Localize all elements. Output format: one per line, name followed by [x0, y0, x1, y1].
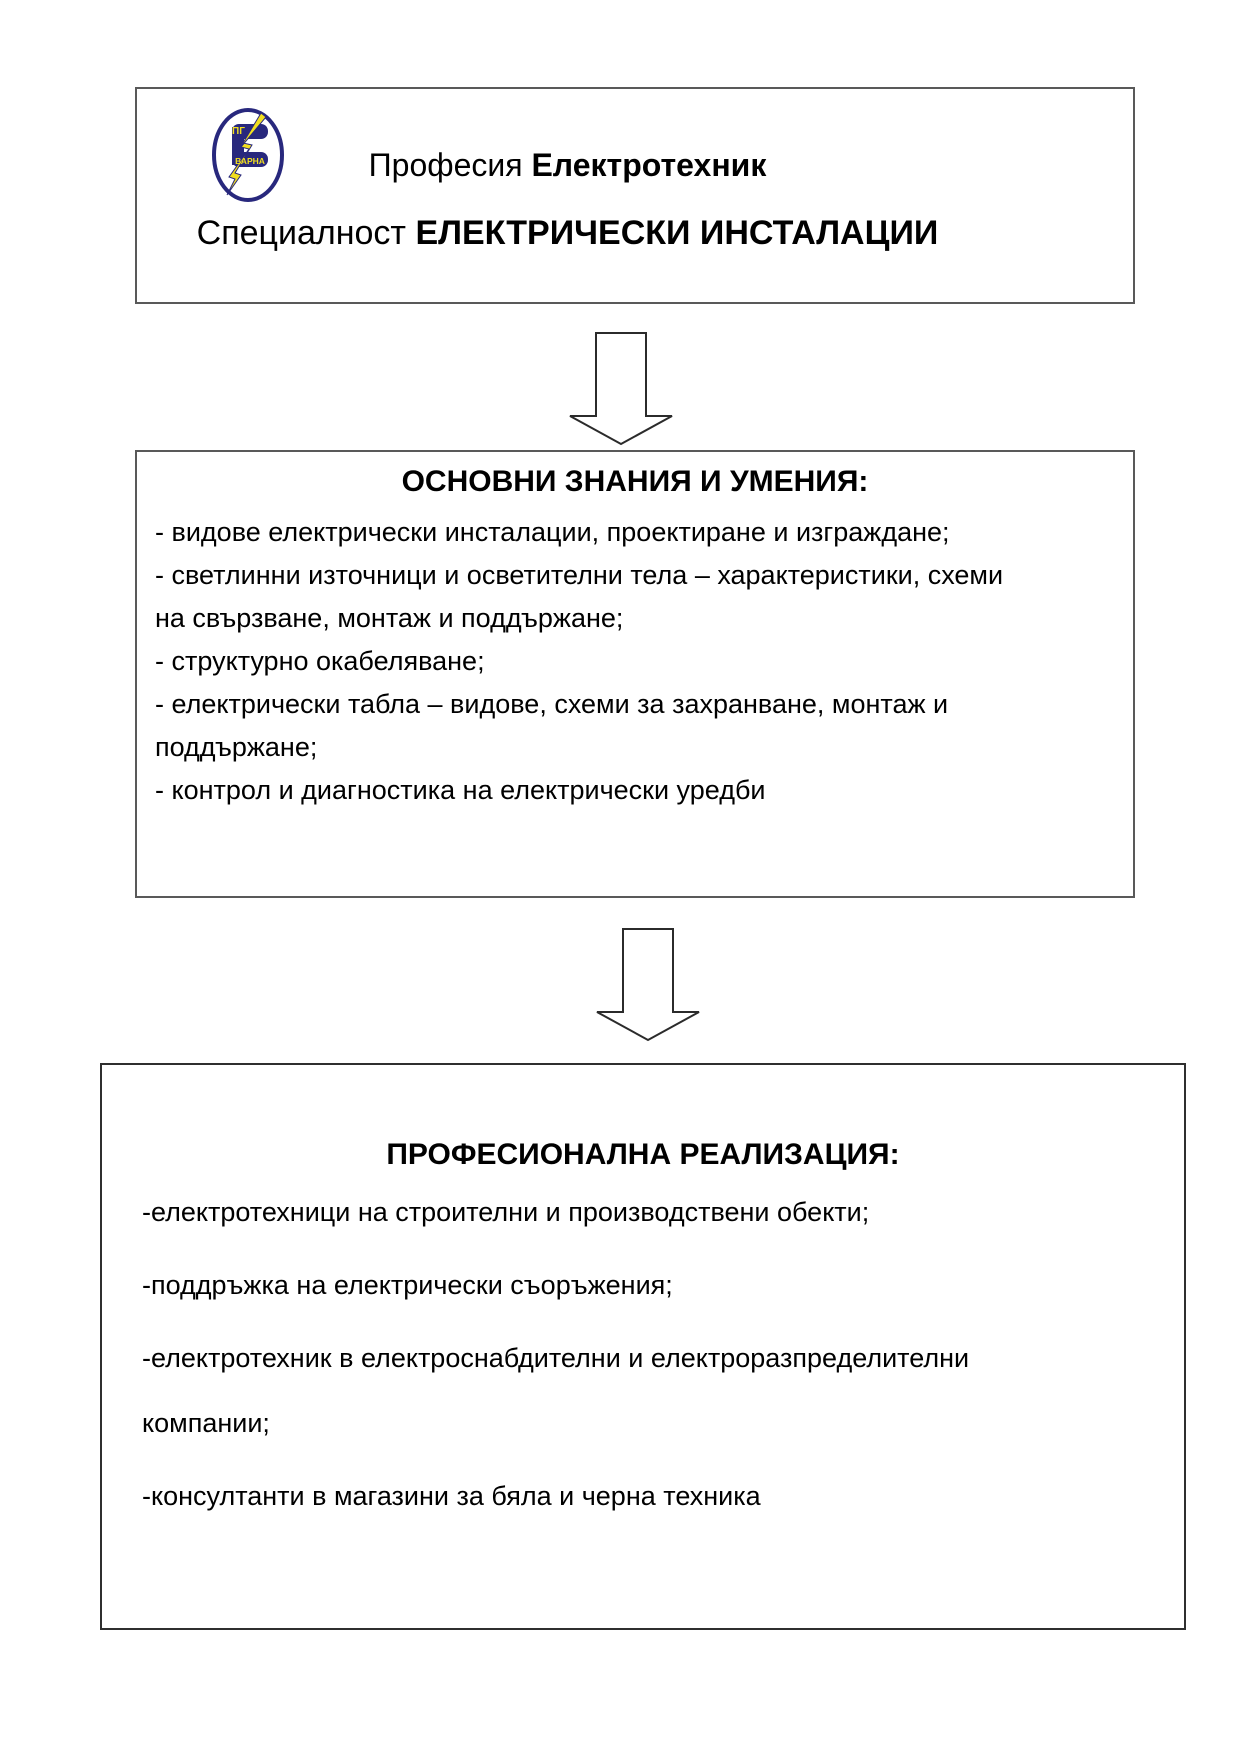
career-line: -електротехници на строителни и производствени обекти;: [142, 1197, 870, 1227]
skill-line: поддържане;: [155, 732, 318, 762]
logo-top-text: ПГ: [232, 126, 245, 137]
skill-line: - контрол и диагностика на електрически уредби: [155, 775, 766, 805]
down-arrow-1-icon: [569, 332, 673, 446]
skill-line: - светлинни източници и осветителни тела – характеристики, схеми: [155, 560, 1004, 590]
skill-line: на свързване, монтаж и поддържане;: [155, 603, 624, 633]
career-title: ПРОФЕСИОНАЛНА РЕАЛИЗАЦИЯ:: [386, 1138, 900, 1171]
career-line: -поддръжка на електрически съоръжения;: [142, 1270, 673, 1300]
skills-title: ОСНОВНИ ЗНАНИЯ И УМЕНИЯ:: [401, 465, 869, 498]
career-line: -електротехник в електроснабдителни и електроразпределителни: [142, 1343, 970, 1373]
career-paragraph: [142, 1326, 1154, 1456]
skills-list: [137, 511, 1133, 812]
logo-bottom-text: ВАРНА: [235, 156, 265, 166]
career-box: [100, 1063, 1186, 1630]
skill-line: - видове електрически инсталации, проектиране и изграждане;: [155, 517, 950, 547]
header-title-block: [137, 89, 1133, 253]
profession-title: [137, 147, 998, 184]
skills-box: [135, 450, 1135, 898]
specialty-label: Специалност: [196, 214, 416, 252]
career-paragraph: [142, 1253, 1154, 1318]
profession-label: Професия: [368, 147, 532, 183]
career-list: [102, 1180, 1184, 1529]
header-box: [135, 87, 1135, 304]
specialty-title: [137, 214, 998, 253]
down-arrow-2-icon: [596, 928, 700, 1042]
career-paragraph: [142, 1464, 1154, 1529]
skill-line: - структурно окабеляване;: [155, 646, 485, 676]
profession-value: Електротехник: [531, 147, 767, 183]
skill-line: - електрически табла – видове, схеми за захранване, монтаж и: [155, 689, 949, 719]
specialty-value: ЕЛЕКТРИЧЕСКИ ИНСТАЛАЦИИ: [415, 214, 939, 252]
career-line: компании;: [142, 1408, 270, 1438]
career-line: -консултанти в магазини за бяла и черна техника: [142, 1481, 761, 1511]
career-paragraph: [142, 1180, 1154, 1245]
